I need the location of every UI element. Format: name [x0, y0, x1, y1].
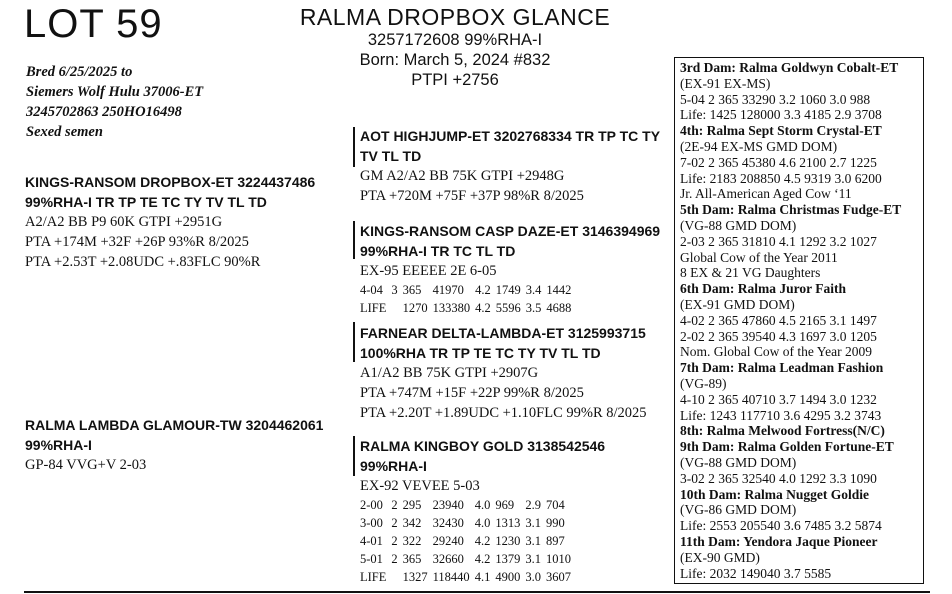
- pedigree-bracket: [353, 436, 355, 476]
- sire-dam-block: [360, 221, 660, 317]
- ancestor-dam-detail: 3-02 2 365 32540 4.0 1292 3.3 1090: [680, 470, 877, 486]
- ancestor-dam-detail: (VG-88 GMD DOM): [680, 217, 797, 233]
- record-row: LIFE 1327 118440 4.1 4900 3.0 3607: [360, 570, 571, 584]
- dam-sire-name: FARNEAR DELTA-LAMBDA-ET 3125993715: [360, 325, 646, 341]
- ancestor-dam-title: 6th Dam: Ralma Juror Faith: [680, 281, 846, 297]
- dam-sire-block: [360, 323, 647, 423]
- dam-sire-codes: 100%RHA TR TP TE TC TY TV TL TD: [360, 345, 601, 361]
- ancestor-dam-detail: Jr. All-American Aged Cow ‘11: [680, 186, 852, 202]
- dam-classification: GP-84 VVG+V 2-03: [25, 457, 147, 473]
- ancestor-dam-detail: (VG-89): [680, 375, 727, 391]
- ancestor-dam-title: 8th: Ralma Melwood Fortress(N/C): [680, 423, 885, 439]
- lot-number: LOT 59: [24, 2, 163, 46]
- ancestor-dam-title: 10th Dam: Ralma Nugget Goldie: [680, 486, 869, 502]
- sire-sire-codes: TV TL TD: [360, 148, 422, 164]
- sire-sire-pta: PTA +720M +75F +37P 98%R 8/2025: [360, 188, 584, 204]
- breeding-line: Siemers Wolf Hulu 37006-ET: [26, 84, 204, 100]
- breeding-line: 3245702863 250HO16498: [26, 104, 182, 120]
- ancestor-dam-detail: (EX-91 EX-MS): [680, 75, 771, 91]
- ancestor-dam-title: 7th Dam: Ralma Leadman Fashion: [680, 360, 884, 376]
- ancestor-dam-detail: (VG-86 GMD DOM): [680, 502, 797, 518]
- record-row: 3-00 2 342 32430 4.0 1313 3.1 990: [360, 516, 565, 530]
- ancestor-dam-detail: (EX-90 GMD): [680, 549, 760, 565]
- breeding-line: Bred 6/25/2025 to: [26, 64, 133, 80]
- sire-dam-records: [360, 281, 660, 317]
- dam-dam-classification: EX-92 VEVEE 5-03: [360, 478, 480, 494]
- animal-name: RALMA DROPBOX GLANCE: [299, 4, 611, 30]
- ancestor-dam-detail: 2-02 2 365 39540 4.3 1697 3.0 1205: [680, 328, 877, 344]
- dam-name: RALMA LAMBDA GLAMOUR-TW 3204462061: [25, 417, 324, 433]
- ancestor-dam-title: 3rd Dam: Ralma Goldwyn Cobalt-ET: [680, 60, 899, 75]
- animal-registration: 3257172608 99%RHA-I: [367, 31, 543, 49]
- sire-block: [25, 172, 315, 272]
- ancestor-dam-detail: Life: 2553 205540 3.6 7485 3.2 5874: [680, 518, 882, 534]
- sire-sire-genomics: GM A2/A2 BB 75K GTPI +2948G: [360, 168, 565, 184]
- birth-date: Born: March 5, 2024 #832: [359, 51, 551, 69]
- sire-dam-codes: 99%RHA-I TR TC TL TD: [360, 243, 516, 259]
- ancestor-dam-detail: 4-10 2 365 40710 3.7 1494 3.0 1232: [680, 391, 877, 407]
- bottom-divider: [24, 591, 930, 593]
- dam-dam-name: RALMA KINGBOY GOLD 3138542546: [360, 438, 606, 454]
- dam-codes: 99%RHA-I: [25, 437, 92, 453]
- pedigree-bracket: [353, 127, 355, 167]
- ancestor-dam-detail: 8 EX & 21 VG Daughters: [680, 265, 821, 281]
- breeding-line: Sexed semen: [26, 124, 103, 140]
- ancestor-dam-title: 11th Dam: Yendora Jaque Pioneer: [680, 533, 878, 549]
- ancestor-dam-detail: Nom. Global Cow of the Year 2009: [680, 344, 872, 360]
- record-row: LIFE 1270 133380 4.2 5596 3.5 4688: [360, 301, 572, 315]
- dam-block: [25, 415, 323, 475]
- record-row: 4-04 3 365 41970 4.2 1749 3.4 1442: [360, 283, 572, 297]
- ancestor-dam-detail: 2-03 2 365 31810 4.1 1292 3.2 1027: [680, 233, 877, 249]
- ancestor-dam-detail: 7-02 2 365 45380 4.6 2100 2.7 1225: [680, 154, 877, 170]
- animal-header: [260, 4, 650, 90]
- ancestor-dam-detail: 5-04 2 365 33290 3.2 1060 3.0 988: [680, 91, 871, 107]
- ancestor-dam-title: 4th: Ralma Sept Storm Crystal-ET: [680, 123, 882, 139]
- sire-sire-block: [360, 126, 660, 206]
- ancestor-dam-title: 5th Dam: Ralma Christmas Fudge-ET: [680, 202, 902, 218]
- ancestor-dam-detail: (EX-91 GMD DOM): [680, 296, 795, 312]
- ancestor-dam-detail: (VG-88 GMD DOM): [680, 454, 797, 470]
- ancestor-dam-detail: Life: 2032 149040 3.7 5585: [680, 565, 832, 581]
- maternal-line-box: [674, 57, 924, 584]
- breeding-info: [26, 62, 203, 142]
- ancestor-dam-detail: Global Cow of the Year 2011: [680, 249, 838, 265]
- sire-name: KINGS-RANSOM DROPBOX-ET 3224437486: [25, 174, 316, 190]
- sire-codes: 99%RHA-I TR TP TE TC TY TV TL TD: [25, 194, 267, 210]
- dam-dam-records: [360, 496, 605, 586]
- ancestor-dam-detail: Life: 2183 208850 4.5 9319 3.0 6200: [680, 170, 882, 186]
- sire-genomics: A2/A2 BB P9 60K GTPI +2951G: [25, 214, 223, 230]
- record-row: 4-01 2 322 29240 4.2 1230 3.1 897: [360, 534, 565, 548]
- record-row: 2-00 2 295 23940 4.0 969 2.9 704: [360, 498, 565, 512]
- dam-sire-pta-type: PTA +2.20T +1.89UDC +1.10FLC 99%R 8/2025: [360, 405, 647, 421]
- ptpi-value: PTPI +2756: [411, 71, 499, 89]
- sire-dam-name: KINGS-RANSOM CASP DAZE-ET 3146394969: [360, 223, 661, 239]
- dam-sire-genomics: A1/A2 BB 75K GTPI +2907G: [360, 365, 539, 381]
- sire-sire-name: AOT HIGHJUMP-ET 3202768334 TR TP TC TY: [360, 128, 661, 144]
- pedigree-bracket: [353, 221, 355, 259]
- dam-dam-block: [360, 436, 605, 586]
- dam-dam-codes: 99%RHA-I: [360, 458, 427, 474]
- pedigree-bracket: [353, 322, 355, 362]
- ancestor-dam-detail: Life: 1243 117710 3.6 4295 3.2 3743: [680, 407, 882, 423]
- ancestor-dam-title: 9th Dam: Ralma Golden Fortune-ET: [680, 439, 894, 455]
- sire-dam-classification: EX-95 EEEEE 2E 6-05: [360, 263, 497, 279]
- sire-pta-production: PTA +174M +32F +26P 93%R 8/2025: [25, 234, 249, 250]
- ancestor-dam-detail: Life: 1425 128000 3.3 4185 2.9 3708: [680, 107, 882, 123]
- ancestor-dam-detail: (2E-94 EX-MS GMD DOM): [680, 138, 838, 154]
- record-row: 5-01 2 365 32660 4.2 1379 3.1 1010: [360, 552, 571, 566]
- ancestor-dam-detail: 4-02 2 365 47860 4.5 2165 3.1 1497: [680, 312, 877, 328]
- sire-pta-type: PTA +2.53T +2.08UDC +.83FLC 90%R: [25, 254, 261, 270]
- dam-sire-pta-production: PTA +747M +15F +22P 99%R 8/2025: [360, 385, 584, 401]
